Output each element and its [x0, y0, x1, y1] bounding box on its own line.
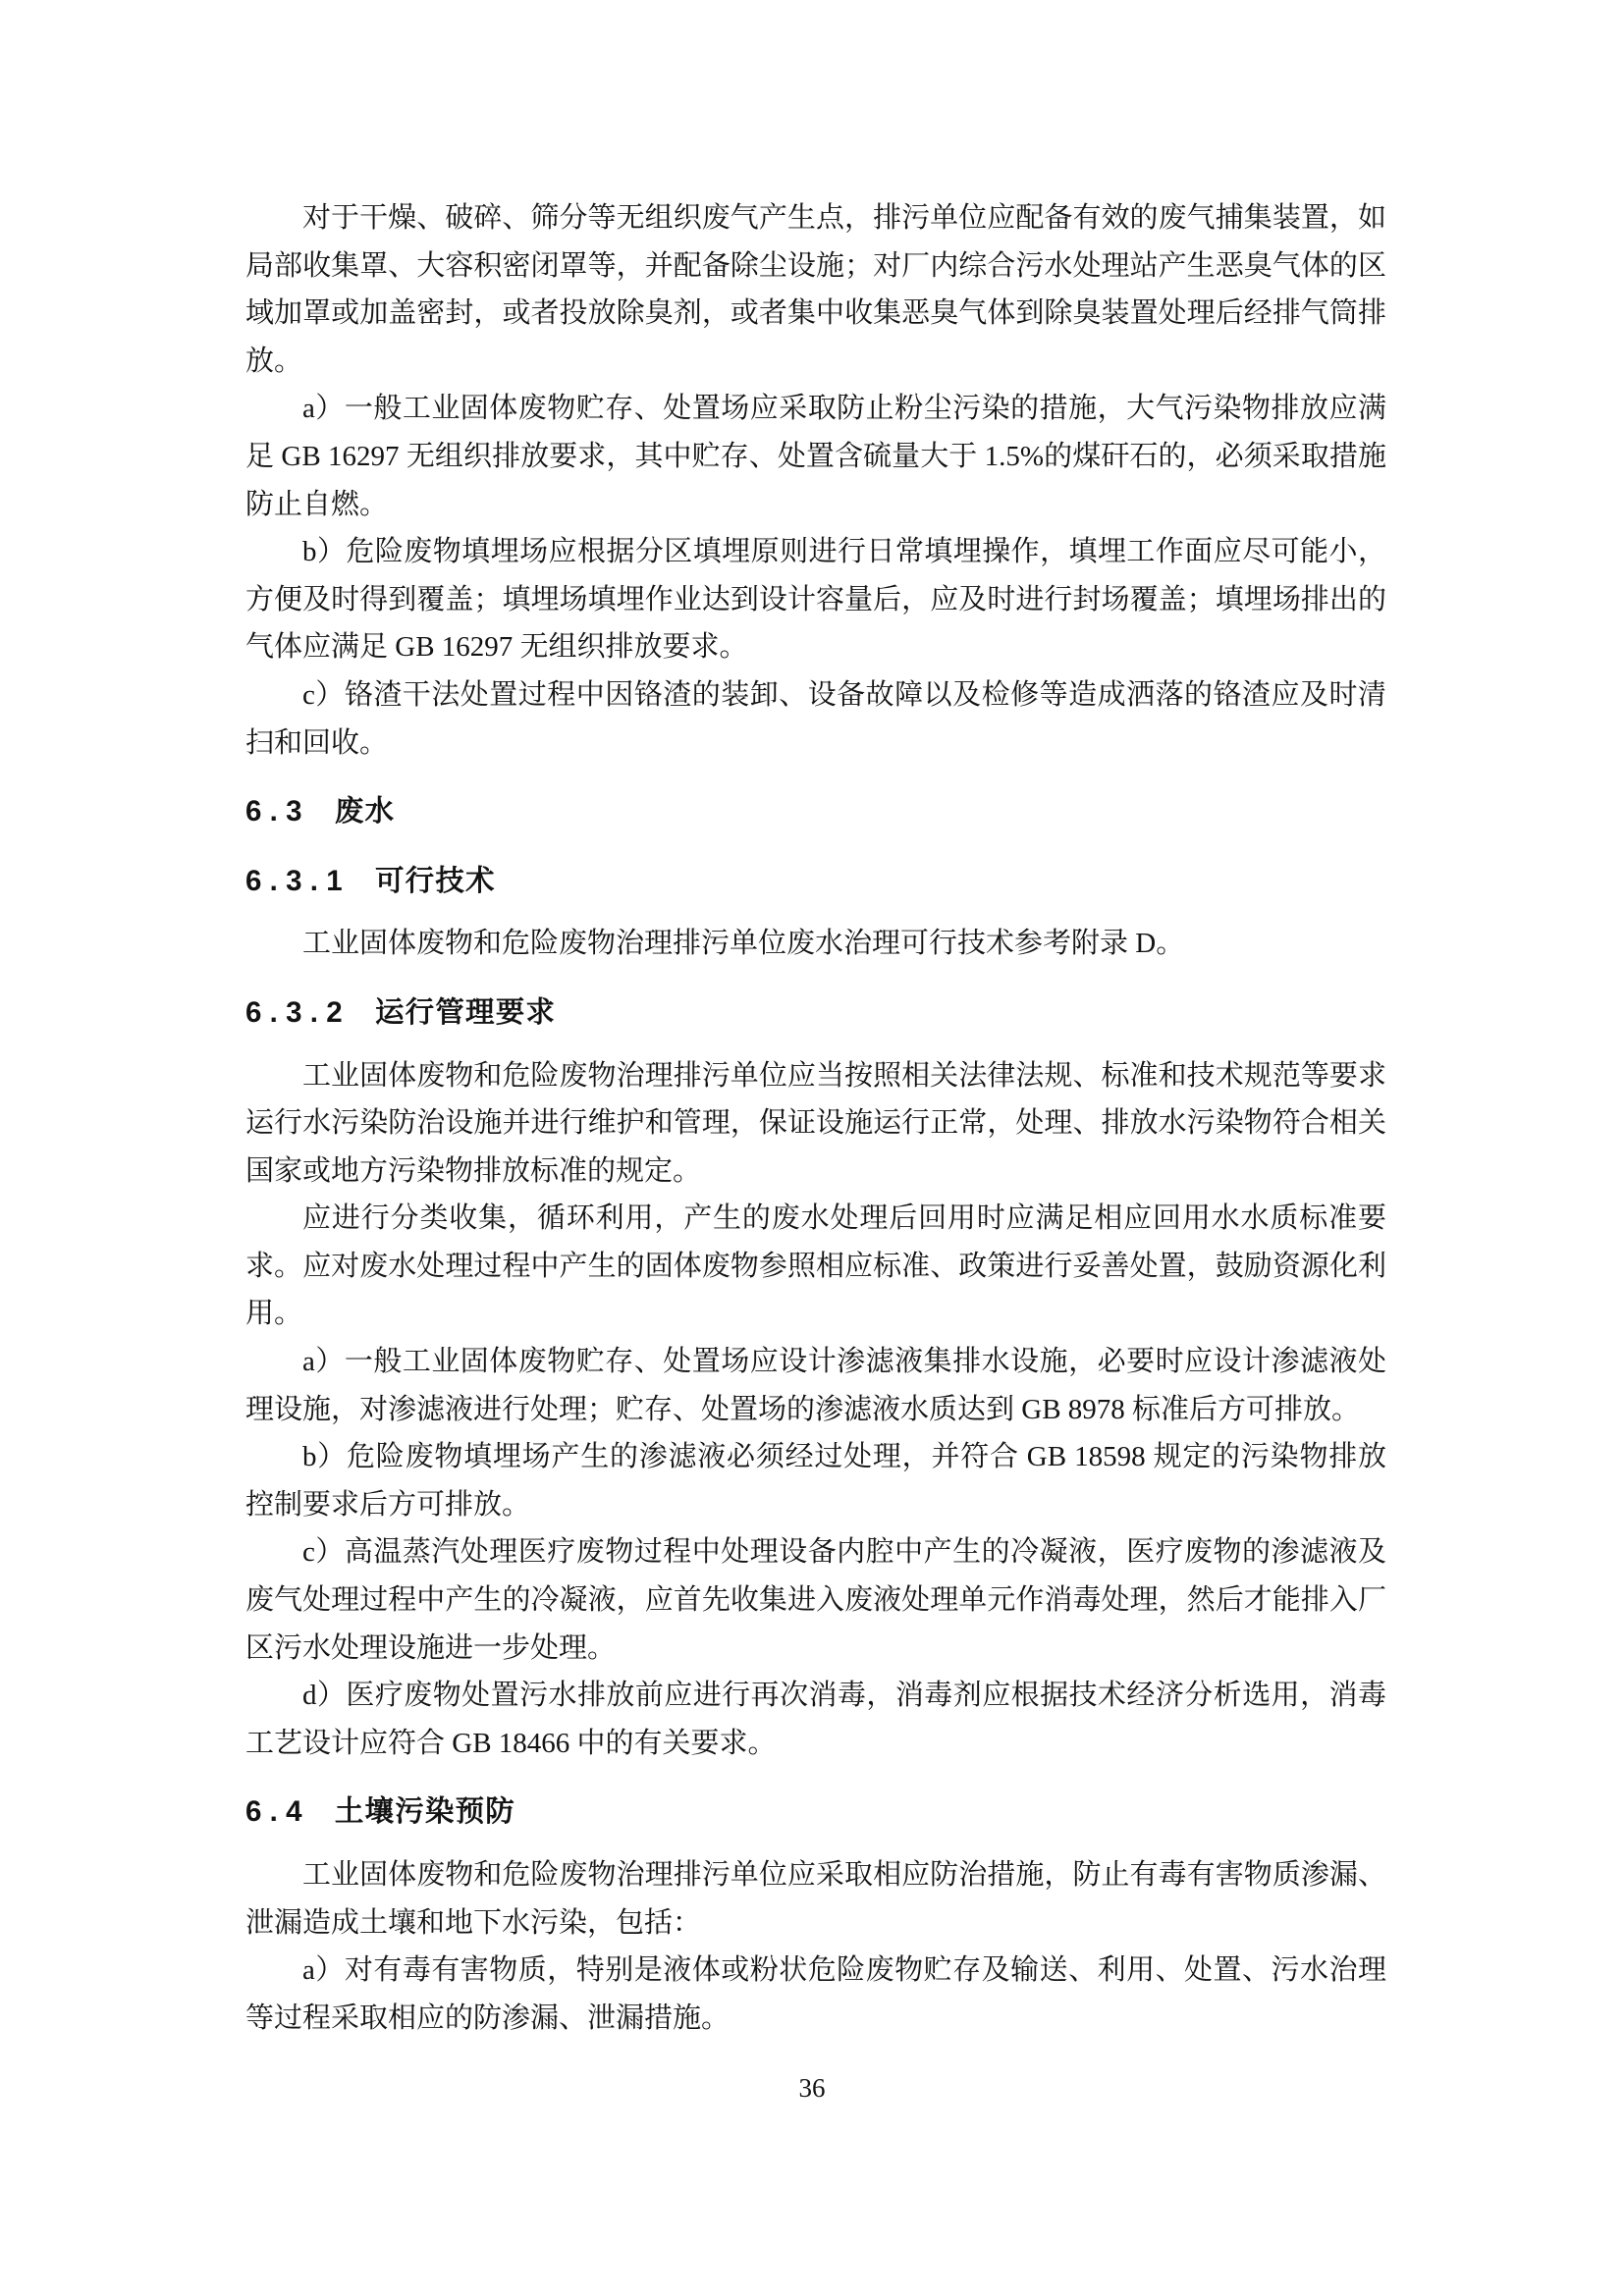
para-fugitive-gas-collection: 对于干燥、破碎、筛分等无组织废气产生点，排污单位应配备有效的废气捕集装置，如局部收集罩、大容积密闭罩等，并配备除尘设施；对厂内综合污水处理站产生恶臭气体的区域加罩或加盖密封，或者投放除臭剂，或者集中收集恶臭气体到除臭装置处理后经排气筒排放。: [245, 202, 1386, 377]
heading-title: 运行管理要求: [374, 995, 557, 1029]
heading-number: 6.4: [245, 1795, 310, 1829]
para-b-landfill-leachate-treatment: b）危险废物填埋场产生的渗滤液必须经过处理，并符合 GB 18598 规定的污染物排放控制要求后方可排放。: [245, 1441, 1386, 1521]
heading-title: 可行技术: [374, 864, 496, 897]
heading-title: 土壤污染预防: [334, 1795, 515, 1829]
heading-6-3-wastewater: [245, 788, 1386, 836]
page-body: [245, 194, 1386, 2042]
para-classified-collection-reuse: 应进行分类收集，循环利用，产生的废水处理后回用时应满足相应回用水水质标准要求。应对废水处理过程中产生的固体废物参照相应标准、政策进行妥善处置，鼓励资源化利用。: [245, 1202, 1386, 1330]
para-a-general-solid-waste-dust: a）一般工业固体废物贮存、处置场应采取防止粉尘污染的措施，大气污染物排放应满足 GB 16297 无组织排放要求，其中贮存、处置含硫量大于 1.5%的煤矸石的，必须采取措施防止自燃。: [245, 393, 1386, 520]
heading-number: 6.3.1: [245, 864, 351, 897]
para-a-anti-seepage-measures: a）对有毒有害物质，特别是液体或粉状危险废物贮存及输送、利用、处置、污水治理等过程采取相应的防渗漏、泄漏措施。: [245, 1954, 1386, 2034]
heading-6-3-1-feasible-technology: [245, 858, 1386, 906]
para-operation-management-requirements: 工业固体废物和危险废物治理排污单位应当按照相关法律法规、标准和技术规范等要求运行水污染防治设施并进行维护和管理，保证设施运行正常，处理、排放水污染物符合相关国家或地方污染物排放标准的规定。: [245, 1059, 1386, 1187]
para-soil-prevention-measures: 工业固体废物和危险废物治理排污单位应采取相应防治措施，防止有毒有害物质渗漏、泄漏造成土壤和地下水污染，包括：: [245, 1859, 1386, 1939]
page-number: 36: [798, 2073, 826, 2103]
para-wastewater-feasible-tech-ref: 工业固体废物和危险废物治理排污单位废水治理可行技术参考附录 D。: [302, 928, 1185, 960]
para-c-medical-waste-condensate: c）高温蒸汽处理医疗废物过程中处理设备内腔中产生的冷凝液，医疗废物的渗滤液及废气处理过程中产生的冷凝液，应首先收集进入废液处理单元作消毒处理，然后才能排入厂区污水处理设施进一步处理。: [245, 1536, 1386, 1664]
para-d-medical-sewage-disinfection: d）医疗废物处置污水排放前应进行再次消毒，消毒剂应根据技术经济分析选用，消毒工艺设计应符合 GB 18466 中的有关要求。: [245, 1680, 1386, 1759]
heading-number: 6.3: [245, 795, 310, 828]
para-a-leachate-drainage-design: a）一般工业固体废物贮存、处置场应设计渗滤液集排水设施，必要时应设计渗滤液处理设施，对渗滤液进行处理；贮存、处置场的渗滤液水质达到 GB 8978 标准后方可排放。: [245, 1346, 1386, 1425]
heading-number: 6.3.2: [245, 995, 351, 1029]
heading-6-4-soil-pollution-prevention: [245, 1789, 1386, 1837]
heading-title: 废水: [334, 795, 396, 828]
heading-6-3-2-operation-management: [245, 989, 1386, 1038]
para-b-hazardous-landfill-operation: b）危险废物填埋场应根据分区填埋原则进行日常填埋操作，填埋工作面应尽可能小，方便及时得到覆盖；填埋场填埋作业达到设计容量后，应及时进行封场覆盖；填埋场排出的气体应满足 GB 16297 无组织排放要求。: [245, 536, 1386, 664]
para-c-chromium-slag-cleanup: c）铬渣干法处置过程中因铬渣的装卸、设备故障以及检修等造成洒落的铬渣应及时清扫和回收。: [245, 678, 1386, 759]
